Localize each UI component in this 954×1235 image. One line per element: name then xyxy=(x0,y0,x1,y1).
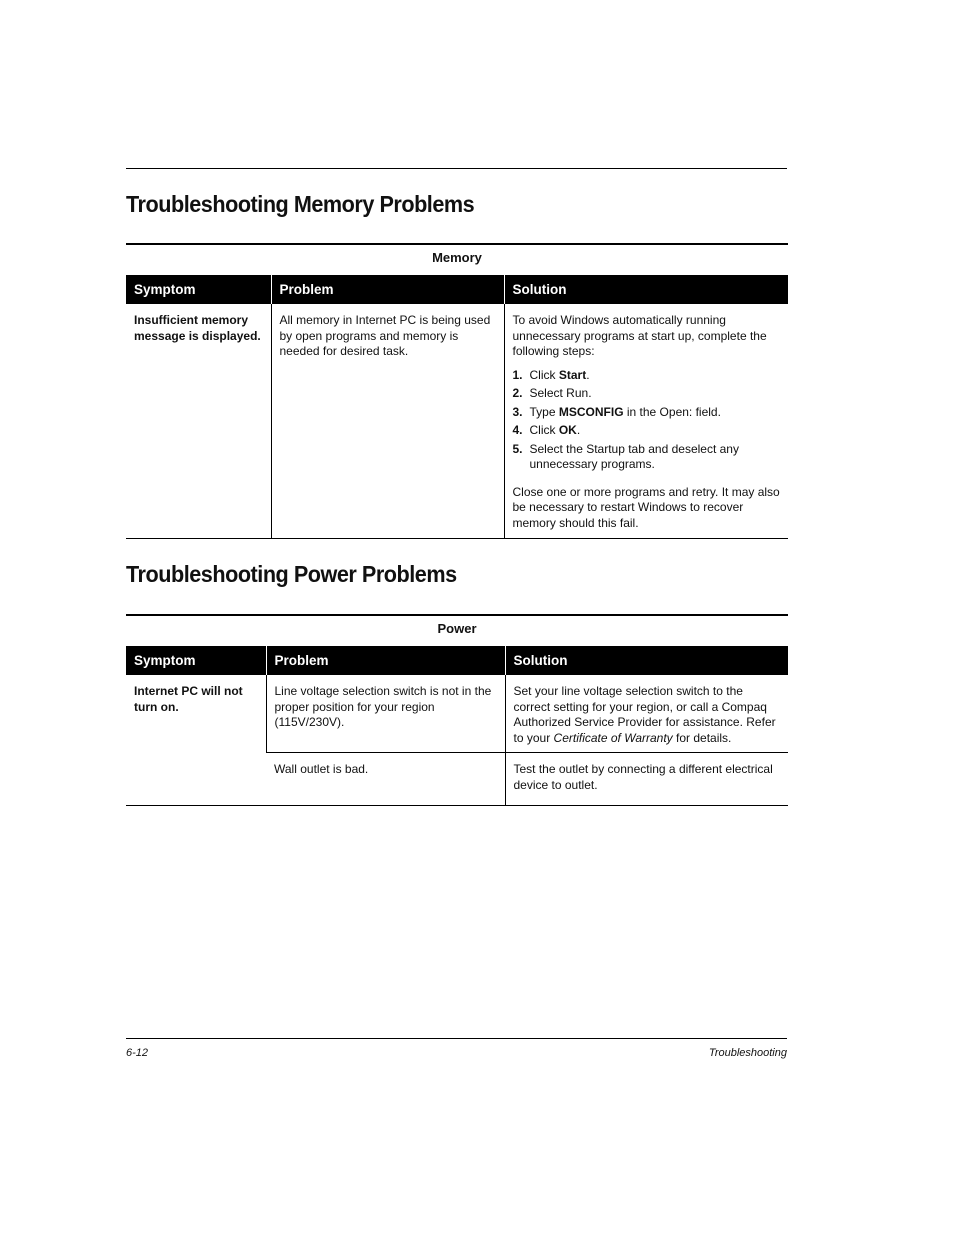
step-number: 4. xyxy=(512,423,523,437)
step-text: Click xyxy=(529,423,559,437)
top-rule xyxy=(126,168,787,169)
table-row xyxy=(126,675,788,753)
step-item xyxy=(513,423,782,439)
problem-cell: Wall outlet is bad. xyxy=(266,753,505,806)
column-header-solution: Solution xyxy=(504,275,788,304)
symptom-cell: Insufficient memory message is displayed. xyxy=(126,304,271,539)
step-text: Type xyxy=(529,404,559,419)
solution-text-end: for details. xyxy=(672,730,732,745)
step-number: 3. xyxy=(512,404,523,419)
column-header-symptom: Symptom xyxy=(126,646,266,675)
column-header-symptom: Symptom xyxy=(126,275,271,304)
memory-heading: Troubleshooting Memory Problems xyxy=(126,191,475,217)
step-text: Select Run. xyxy=(529,386,592,400)
chapter-name: Troubleshooting xyxy=(708,1047,787,1059)
solution-cell xyxy=(504,304,788,539)
step-number: 2. xyxy=(512,386,523,400)
memory-table-caption: Memory xyxy=(432,250,482,265)
step-text: Select the Startup tab and deselect any unnecessary programs. xyxy=(529,441,739,471)
power-heading: Troubleshooting Power Problems xyxy=(126,561,457,587)
step-item xyxy=(513,368,782,384)
solution-cell xyxy=(505,753,788,806)
solution-intro: To avoid Windows automatically running unnecessary programs at start up, complete the following steps: xyxy=(512,313,767,358)
power-table xyxy=(126,646,788,806)
step-item xyxy=(513,442,782,473)
solution-cell xyxy=(505,675,788,753)
table-header-row xyxy=(126,646,788,675)
step-text-end: in the Open: field. xyxy=(623,404,721,419)
step-bold-text: OK xyxy=(558,423,577,437)
step-number: 1. xyxy=(512,367,523,382)
table-row xyxy=(126,304,788,539)
column-header-problem: Problem xyxy=(271,275,504,304)
solution-italic-text: Certificate of Warranty xyxy=(553,730,673,745)
step-item xyxy=(513,405,782,421)
step-bold-text: MSCONFIG xyxy=(558,404,624,419)
step-item xyxy=(513,386,782,402)
step-text-end: . xyxy=(586,367,590,382)
step-number: 5. xyxy=(512,441,523,456)
memory-table xyxy=(126,275,788,539)
page-number: 6-12 xyxy=(126,1047,149,1059)
solution-text: Set your line voltage selection switch to the correct setting for your region, or call a Compaq Authorized Service Provider for assistance. Refer to your xyxy=(513,684,776,745)
solution-steps xyxy=(513,368,782,473)
step-text: Click xyxy=(529,367,559,382)
column-header-problem: Problem xyxy=(266,646,505,675)
solution-text: Test the outlet by connecting a different electrical device to outlet. xyxy=(513,762,773,792)
table-header-row xyxy=(126,275,788,304)
solution-outro: Close one or more programs and retry. It may also be necessary to restart Windows to recover memory should this fail. xyxy=(512,484,780,530)
step-text-end: . xyxy=(576,423,581,437)
problem-cell: Line voltage selection switch is not in the proper position for your region (115V/230V). xyxy=(266,675,505,753)
step-bold-text: Start xyxy=(558,367,587,382)
symptom-cell: Internet PC will not turn on. xyxy=(126,675,266,806)
column-header-solution: Solution xyxy=(505,646,788,675)
problem-cell: All memory in Internet PC is being used by open programs and memory is needed for desired task. xyxy=(271,304,504,539)
power-table-section xyxy=(126,614,788,806)
memory-table-section xyxy=(126,243,788,539)
footer-rule xyxy=(126,1038,787,1039)
power-table-caption: Power xyxy=(437,621,477,636)
